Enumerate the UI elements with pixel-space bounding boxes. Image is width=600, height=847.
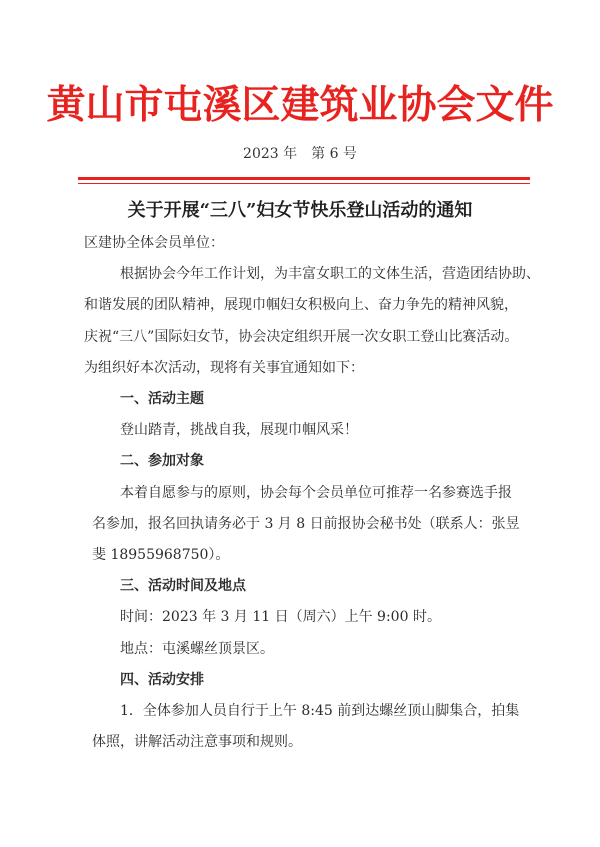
section-line: 斐 18955968750）。 <box>92 547 230 564</box>
section-line: 地点：屯溪螺丝顶景区。 <box>120 640 274 657</box>
document-number: 2023 年 第 6 号 <box>243 146 357 162</box>
intro-line: 为组织好本次活动，现将有关事宜通知如下： <box>84 359 364 376</box>
salutation: 区建协全体会员单位： <box>84 235 224 251</box>
section-line: 名参加，报名回执请务必于 3 月 8 日前报协会秘书处（联系人：张昱 <box>92 515 520 532</box>
notice-title: 关于开展“三八”妇女节快乐登山活动的通知 <box>127 200 473 221</box>
intro-line: 庆祝“三八”国际妇女节，协会决定组织开展一次女职工登山比赛活动。 <box>84 328 519 345</box>
intro-line: 根据协会今年工作计划，为丰富女职工的文体生活，营造团结协助、 <box>120 266 540 283</box>
intro-line: 和谐发展的团队精神，展现巾帼妇女积极向上、奋力争先的精神风貌， <box>84 297 518 314</box>
section-heading: 一、活动主题 <box>120 391 204 408</box>
section-line: 登山踏青，挑战自我，展现巾帼风采！ <box>120 422 358 439</box>
org-masthead-title: 黄山市屯溪区建筑业协会文件 <box>46 82 554 128</box>
section-line: 本着自愿参与的原则，协会每个会员单位可推荐一名参赛选手报 <box>120 484 512 501</box>
section-line: 时间：2023 年 3 月 11 日（周六）上午 9:00 时。 <box>120 609 441 626</box>
section-line: 1．全体参加人员自行于上午 8:45 前到达螺丝顶山脚集合，拍集 <box>120 703 520 720</box>
section-line: 体照，讲解活动注意事项和规则。 <box>92 734 302 751</box>
section-heading: 四、活动安排 <box>120 671 204 688</box>
section-heading: 二、参加对象 <box>120 453 204 470</box>
masthead-rule-thick <box>78 177 530 180</box>
section-heading: 三、活动时间及地点 <box>120 578 246 595</box>
masthead-rule-thin <box>78 183 530 184</box>
notice-body <box>84 228 540 758</box>
